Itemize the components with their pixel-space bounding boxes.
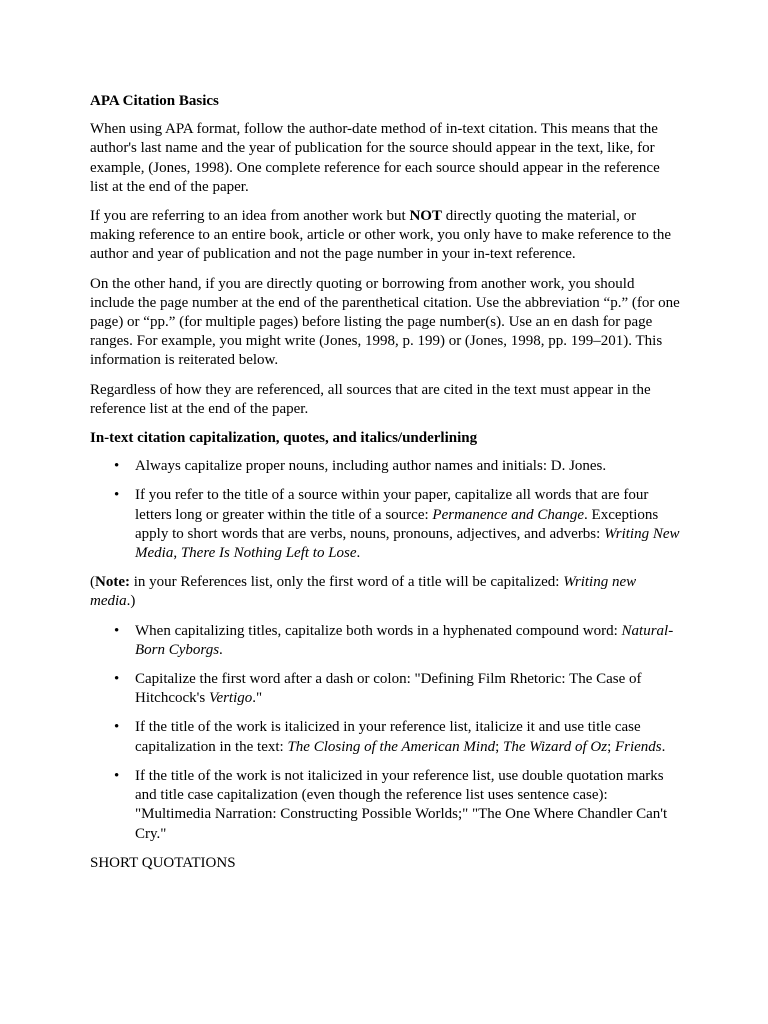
list-item — [135, 622, 680, 660]
paragraph-direct-quoting: On the other hand, if you are directly quoting or borrowing from another work, you should include the page number at the end of the parenthetical citation. Use the abbreviation “p.” (for one page) or “pp.” (for multiple pages) before listing the page number(s). Use an en dash for page ranges. For example, you might write (Jones, 1998, p. 199) or (Jones, 1998, pp. 199–201). This information is reiterated below. — [90, 275, 680, 369]
note-label: Note: — [95, 574, 130, 591]
emphasis-not: NOT — [409, 208, 442, 225]
italic-title: Writing new media — [90, 574, 637, 610]
italic-title: The Closing of the American Mind — [287, 738, 496, 755]
text-run: If the title of the work is italicized in your reference list, italicize it and use title case capitalization in the text: — [135, 719, 641, 755]
text-run: If you refer to the title of a source within your paper, capitalize all words that are four letters long or greater within the title of a source: — [135, 487, 649, 523]
text-run: , — [173, 545, 181, 562]
text-run: ; — [607, 738, 615, 755]
italic-title: Vertigo — [208, 690, 253, 707]
list-item — [135, 670, 680, 708]
list-item: • If the title of the work is not italicized in your reference list, use double quotation marks and title case capitalization (even though the reference list uses sentence case): "Multimedia Narration: Constructing Possible Worlds;" "The One Where Chandler Can't Cry." — [135, 767, 680, 844]
italic-title: Friends — [614, 738, 662, 755]
list-item — [135, 486, 680, 563]
list-item: • Always capitalize proper nouns, including author names and initials: D. Jones. — [135, 457, 680, 476]
text-run: in your References list, only the first word of a title will be capitalized: — [129, 574, 564, 591]
paragraph-not-quoting — [90, 207, 680, 265]
section-heading: In-text citation capitalization, quotes, and italics/underlining — [90, 430, 478, 447]
italic-title: Permanence and Change — [432, 506, 585, 523]
short-quotations-heading: SHORT QUOTATIONS — [90, 854, 236, 871]
capitalization-list — [90, 457, 680, 563]
text-run: ." — [252, 690, 263, 707]
text-run: .) — [126, 593, 136, 610]
text-run: ( — [90, 574, 95, 591]
text-run: . Exceptions apply to short words that are verbs, nouns, pronouns, adjectives, and adverbs: — [135, 506, 659, 542]
document-title: APA Citation Basics — [90, 93, 219, 109]
italic-title: There Is Nothing Left to Lose — [180, 545, 357, 562]
text-run: If you are referring to an idea from another work but — [90, 208, 410, 225]
text-run: . — [356, 545, 361, 562]
text-run: . — [219, 641, 223, 658]
paragraph-author-date: When using APA format, follow the author-date method of in-text citation. This means that the author's last name and the year of publication for the source should appear in the text, like, for example, (Jones, 1998). One complete reference for each source should appear in the reference list at the end of the paper. — [90, 121, 660, 195]
title-formatting-list — [90, 622, 680, 844]
references-note — [90, 573, 680, 611]
italic-title: The Wizard of Oz — [503, 738, 608, 755]
paragraph-reference-list: Regardless of how they are referenced, all sources that are cited in the text must appear in the reference list at the end of the paper. — [90, 381, 651, 417]
italic-title: Natural-Born Cyborgs — [135, 622, 674, 658]
text-run: Capitalize the first word after a dash or colon: "Defining Film Rhetoric: The Case of Hitchcock's — [135, 671, 642, 707]
list-item — [135, 718, 680, 756]
text-run: . — [661, 738, 666, 755]
text-run: When capitalizing titles, capitalize both words in a hyphenated compound word: — [135, 622, 622, 639]
document-page — [90, 92, 680, 883]
text-run: ; — [495, 738, 504, 755]
italic-title: Writing New Media — [135, 525, 680, 562]
text-run: directly quoting the material, or making reference to an entire book, article or other work, you only have to make reference to the author and year of publication and not the page number in your in-text reference. — [90, 208, 672, 263]
